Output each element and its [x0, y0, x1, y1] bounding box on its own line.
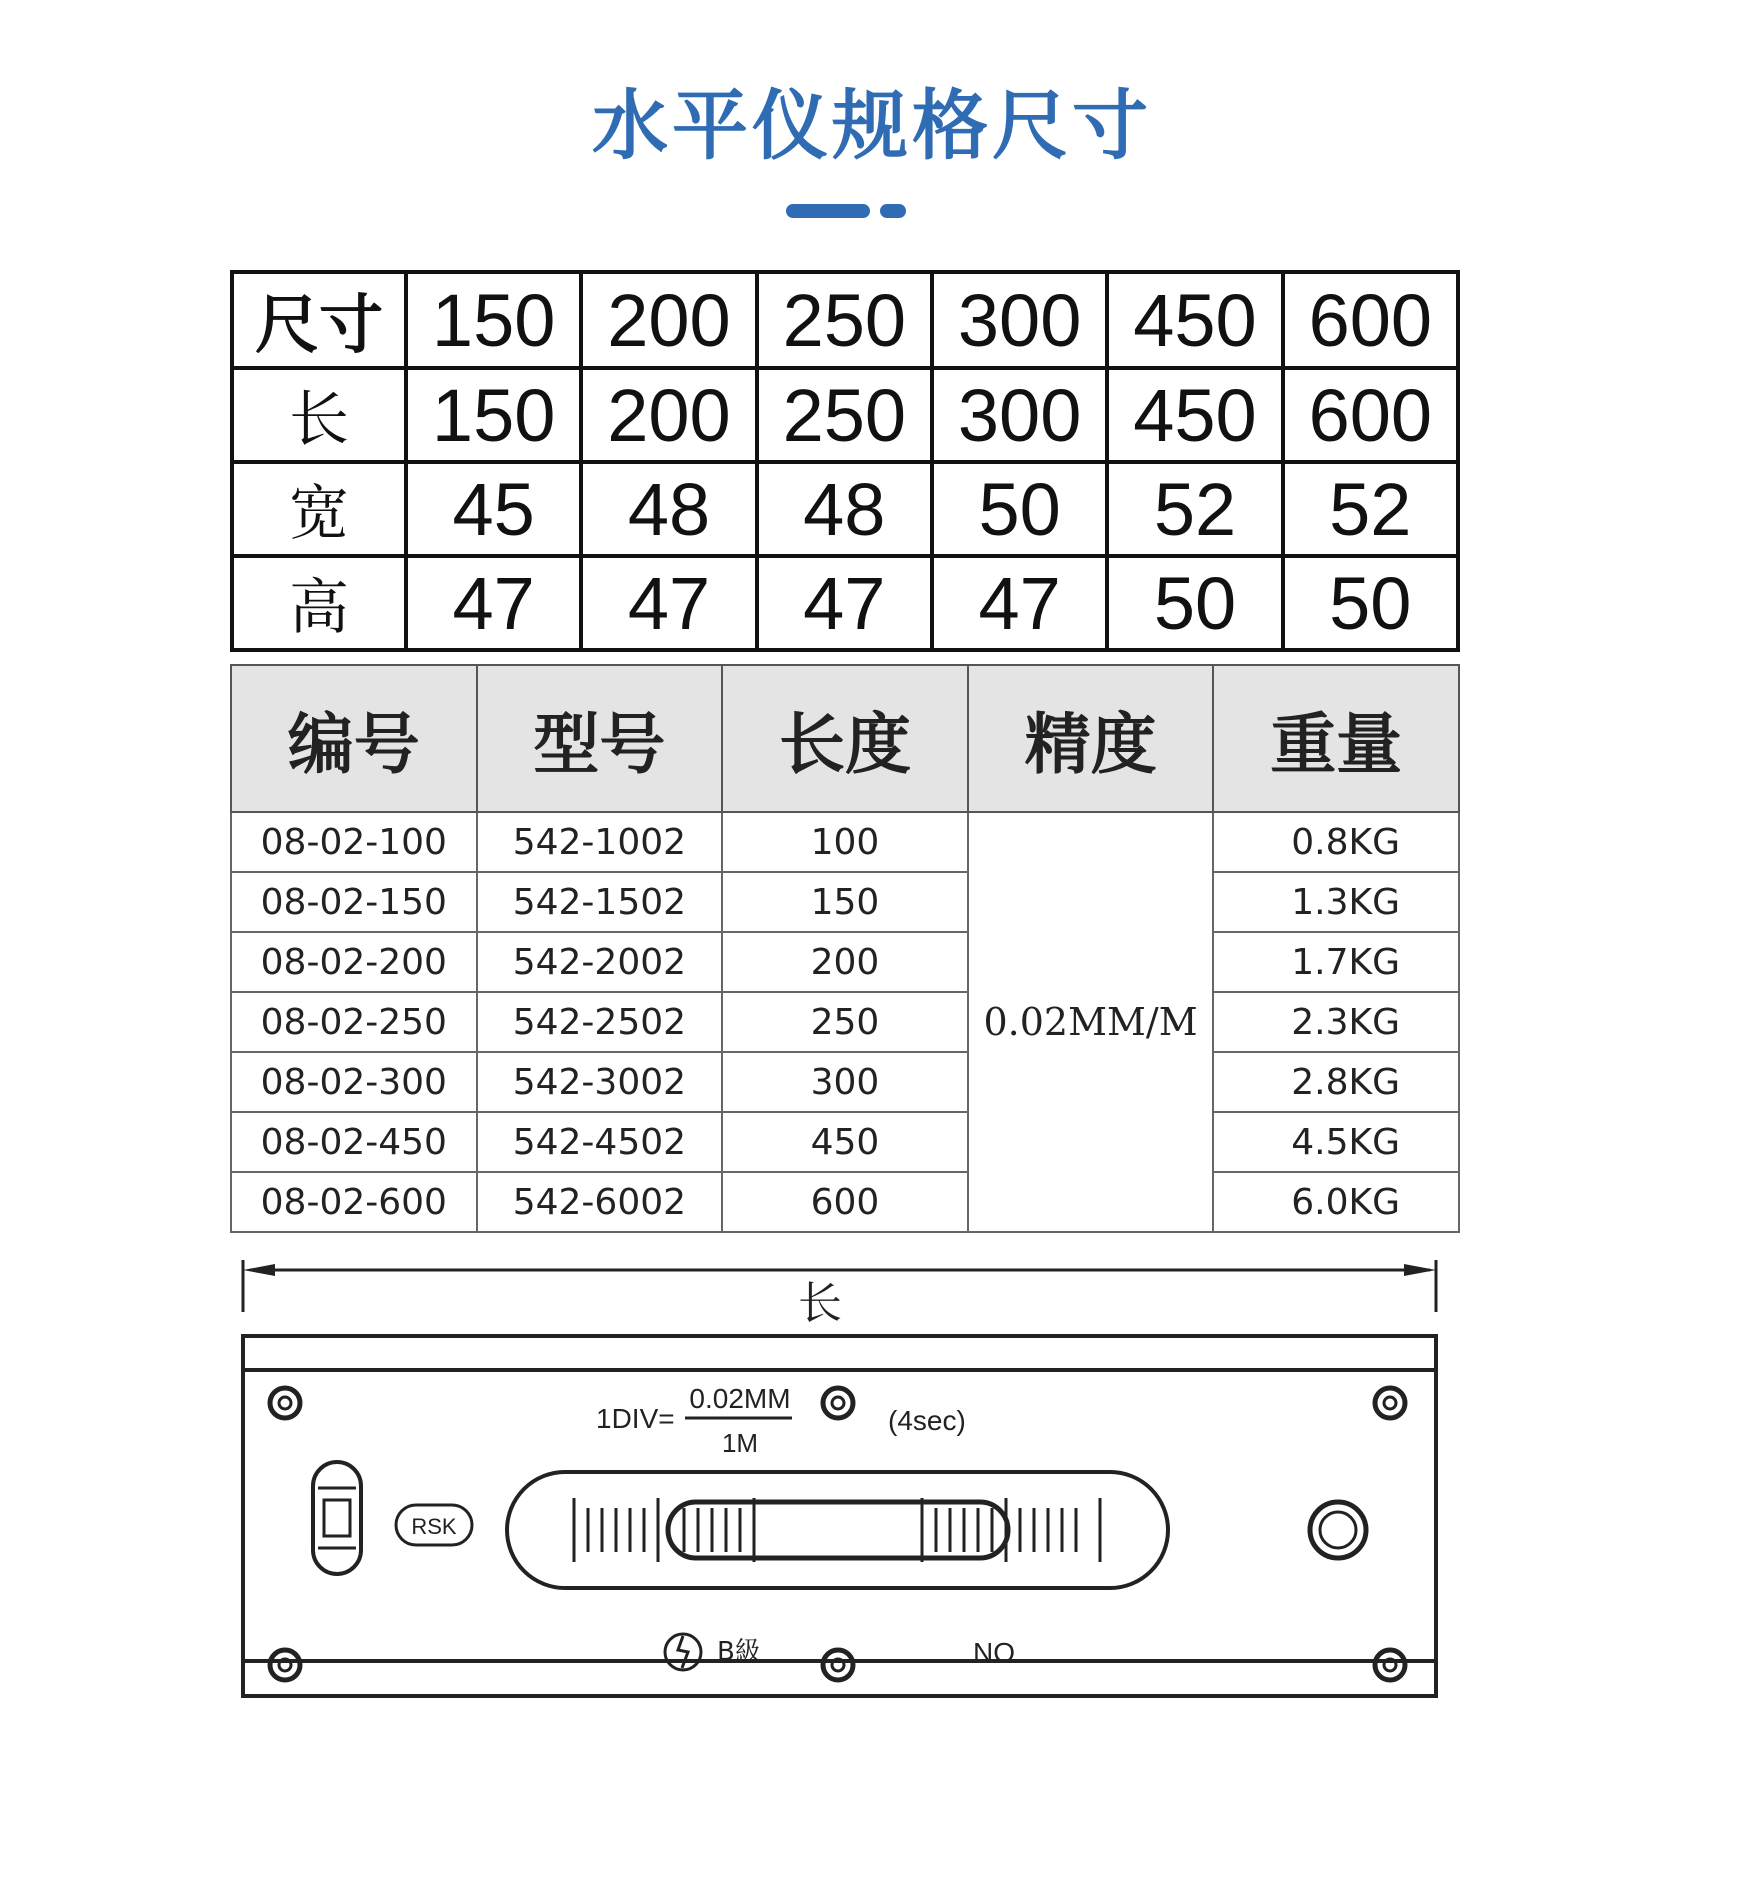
table-row — [231, 1052, 1459, 1112]
spec-code: 08-02-300 — [231, 1052, 477, 1112]
grade-mark-icon — [665, 1634, 701, 1670]
dimension-header-cell: 200 — [581, 272, 756, 368]
dimension-header-cell: 300 — [932, 272, 1107, 368]
dimension-cell: 47 — [757, 556, 932, 650]
spec-weight: 2.8KG — [1213, 1052, 1459, 1112]
dimension-cell: 48 — [757, 462, 932, 556]
number-label: NO. — [973, 1637, 1023, 1668]
dimension-header-cell: 600 — [1283, 272, 1458, 368]
dimension-cell: 47 — [406, 556, 581, 650]
spec-code: 08-02-600 — [231, 1172, 477, 1232]
dimension-cell: 450 — [1107, 368, 1282, 462]
spec-length: 150 — [722, 872, 968, 932]
main-vial — [507, 1472, 1168, 1588]
spec-model: 542-2502 — [477, 992, 723, 1052]
dimension-header-cell: 150 — [406, 272, 581, 368]
spec-length: 100 — [722, 812, 968, 872]
spec-weight: 1.3KG — [1213, 872, 1459, 932]
dimension-header-label: 尺寸 — [232, 272, 406, 368]
dimension-cell: 50 — [932, 462, 1107, 556]
div-numerator: 0.02MM — [689, 1383, 791, 1414]
logo-text: RSK — [411, 1514, 457, 1539]
dimension-cell: 250 — [757, 368, 932, 462]
screw-icon — [270, 1650, 300, 1680]
dimension-header-cell: 250 — [757, 272, 932, 368]
dimension-row-label: 高 — [232, 556, 406, 650]
spec-header-length: 长度 — [722, 665, 968, 812]
spec-table — [230, 664, 1460, 1233]
table-row — [231, 932, 1459, 992]
dimension-row-length — [232, 368, 1458, 462]
div-denominator: 1M — [721, 1428, 759, 1458]
table-row — [231, 1172, 1459, 1232]
screw-icon — [823, 1650, 853, 1680]
dimension-header-cell: 450 — [1107, 272, 1282, 368]
level-drawing — [0, 1240, 1744, 1760]
table-row — [231, 872, 1459, 932]
spec-code: 08-02-100 — [231, 812, 477, 872]
spec-weight: 6.0KG — [1213, 1172, 1459, 1232]
dimension-cell: 47 — [581, 556, 756, 650]
spec-model: 542-4502 — [477, 1112, 723, 1172]
spec-code: 08-02-250 — [231, 992, 477, 1052]
spec-length: 250 — [722, 992, 968, 1052]
spec-weight: 2.3KG — [1213, 992, 1459, 1052]
dimension-row-label: 宽 — [232, 462, 406, 556]
title-underline — [786, 204, 870, 218]
screw-icon — [1375, 1650, 1405, 1680]
dimension-cell: 45 — [406, 462, 581, 556]
spec-precision: 0.02MM/M — [968, 812, 1214, 1232]
dimension-cell: 150 — [406, 368, 581, 462]
dimension-cell: 48 — [581, 462, 756, 556]
grade-label: B級 — [717, 1637, 761, 1667]
screw-icon — [1375, 1388, 1405, 1418]
sec-note: (4sec) — [888, 1405, 966, 1436]
dimension-cell: 50 — [1283, 556, 1458, 650]
dimension-row-width — [232, 462, 1458, 556]
spec-code: 08-02-150 — [231, 872, 477, 932]
dimension-cell: 300 — [932, 368, 1107, 462]
spec-header-precision: 精度 — [968, 665, 1214, 812]
dimension-cell: 600 — [1283, 368, 1458, 462]
dimension-cell: 50 — [1107, 556, 1282, 650]
spec-model: 542-3002 — [477, 1052, 723, 1112]
dimension-header-row — [232, 272, 1458, 368]
spec-model: 542-1502 — [477, 872, 723, 932]
dimension-cell: 47 — [932, 556, 1107, 650]
spec-header-weight: 重量 — [1213, 665, 1459, 812]
spec-weight: 4.5KG — [1213, 1112, 1459, 1172]
spec-header-row — [231, 665, 1459, 812]
length-label: 长 — [798, 1278, 842, 1329]
spec-length: 450 — [722, 1112, 968, 1172]
spec-weight: 1.7KG — [1213, 932, 1459, 992]
table-row — [231, 812, 1459, 872]
spec-model: 542-2002 — [477, 932, 723, 992]
spec-header-model: 型号 — [477, 665, 723, 812]
spec-code: 08-02-200 — [231, 932, 477, 992]
div-prefix: 1DIV= — [596, 1403, 675, 1434]
spec-length: 200 — [722, 932, 968, 992]
dimension-cell: 200 — [581, 368, 756, 462]
table-row — [231, 992, 1459, 1052]
screw-icon — [823, 1388, 853, 1418]
dimension-row-label: 长 — [232, 368, 406, 462]
page-title: 水平仪规格尺寸 — [592, 81, 1152, 170]
rsk-logo — [396, 1505, 472, 1545]
dimension-row-height — [232, 556, 1458, 650]
spec-length: 300 — [722, 1052, 968, 1112]
spec-header-code: 编号 — [231, 665, 477, 812]
table-row — [231, 1112, 1459, 1172]
spec-model: 542-1002 — [477, 812, 723, 872]
spec-length: 600 — [722, 1172, 968, 1232]
title-underline-dot — [880, 204, 906, 218]
cross-vial-icon — [313, 1462, 361, 1574]
adjust-knob-icon — [1310, 1502, 1366, 1558]
screw-icon — [270, 1388, 300, 1418]
spec-model: 542-6002 — [477, 1172, 723, 1232]
spec-code: 08-02-450 — [231, 1112, 477, 1172]
dimension-table — [230, 270, 1460, 652]
spec-weight: 0.8KG — [1213, 812, 1459, 872]
dimension-cell: 52 — [1107, 462, 1282, 556]
dimension-cell: 52 — [1283, 462, 1458, 556]
